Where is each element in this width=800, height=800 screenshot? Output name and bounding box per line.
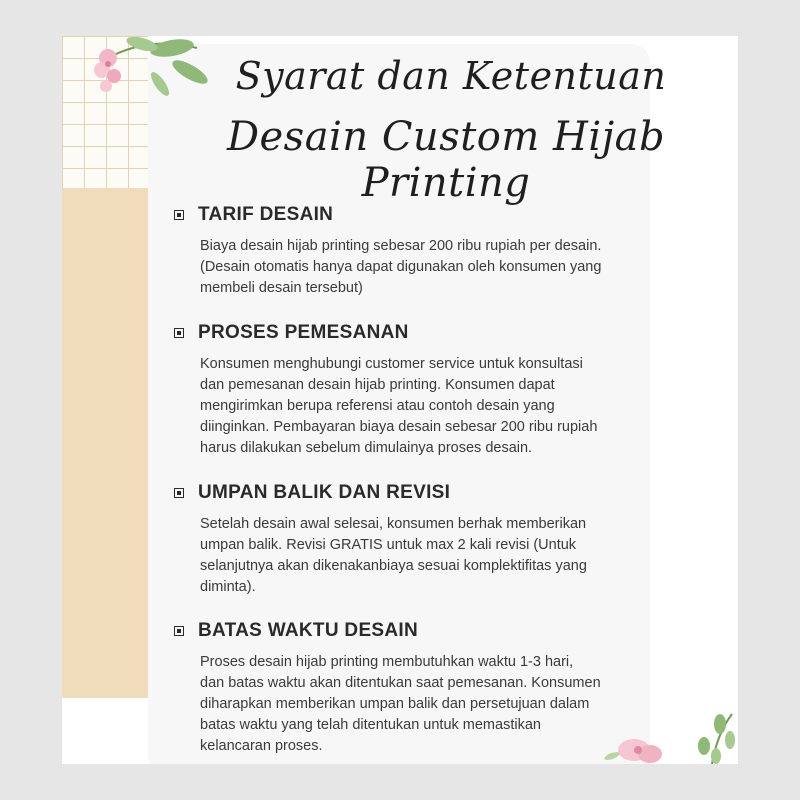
body-line: (Desain otomatis hanya dapat digunakan oleh konsumen yang <box>200 259 602 275</box>
square-bullet-icon <box>174 210 184 220</box>
section-tarif-desain <box>174 200 644 299</box>
title-line-1: Syarat dan Ketentuan <box>235 54 667 98</box>
body-line: membeli desain tersebut) <box>200 280 363 296</box>
section-title: PROSES PEMESANAN <box>198 322 409 343</box>
title-line-2: Desain Custom Hijab Printing <box>226 114 666 206</box>
beige-panel <box>62 188 148 698</box>
body-line: Proses desain hijab printing membutuhkan waktu 1-3 hari, <box>200 654 574 670</box>
section-header <box>174 318 644 348</box>
section-proses-pemesanan <box>174 318 644 459</box>
body-line: diminta). <box>200 579 256 595</box>
section-body <box>200 354 644 459</box>
body-line: harus dilakukan sebelum dimulainya proses desain. <box>200 440 533 456</box>
section-header <box>174 478 644 508</box>
body-line: diharapkan memberikan umpan balik dan persetujuan dalam <box>200 696 590 712</box>
body-line: umpan balik. Revisi GRATIS untuk max 2 kali revisi (Untuk <box>200 537 577 553</box>
body-line: Konsumen menghubungi customer service untuk konsultasi <box>200 356 583 372</box>
body-line: dan pemesanan desain hijab printing. Konsumen dapat <box>200 377 555 393</box>
square-bullet-icon <box>174 488 184 498</box>
body-line: Setelah desain awal selesai, konsumen berhak memberikan <box>200 516 587 532</box>
body-line: diinginkan. Pembayaran biaya desain sebesar 200 ribu rupiah <box>200 419 598 435</box>
body-line: dan batas waktu akan ditentukan saat pemesanan. Konsumen <box>200 675 601 691</box>
body-line: mengirimkan berupa referensi atau contoh desain yang <box>200 398 555 414</box>
section-title: BATAS WAKTU DESAIN <box>198 620 419 641</box>
section-body <box>200 652 644 757</box>
section-header <box>174 616 644 646</box>
section-title: UMPAN BALIK DAN REVISI <box>198 482 451 503</box>
body-line: selanjutnya akan dikenakanbiaya sesuai komplektifitas yang <box>200 558 587 574</box>
document-frame <box>62 36 738 764</box>
section-batas-waktu-desain <box>174 616 644 757</box>
section-title: TARIF DESAIN <box>198 204 334 225</box>
section-body <box>200 236 644 299</box>
square-bullet-icon <box>174 328 184 338</box>
section-umpan-balik-revisi <box>174 478 644 598</box>
body-line: Biaya desain hijab printing sebesar 200 ribu rupiah per desain. <box>200 238 602 254</box>
section-body <box>200 514 644 598</box>
body-line: kelancaran proses. <box>200 738 323 754</box>
square-bullet-icon <box>174 626 184 636</box>
section-header <box>174 200 644 230</box>
body-line: batas waktu yang telah ditentukan untuk memastikan <box>200 717 541 733</box>
